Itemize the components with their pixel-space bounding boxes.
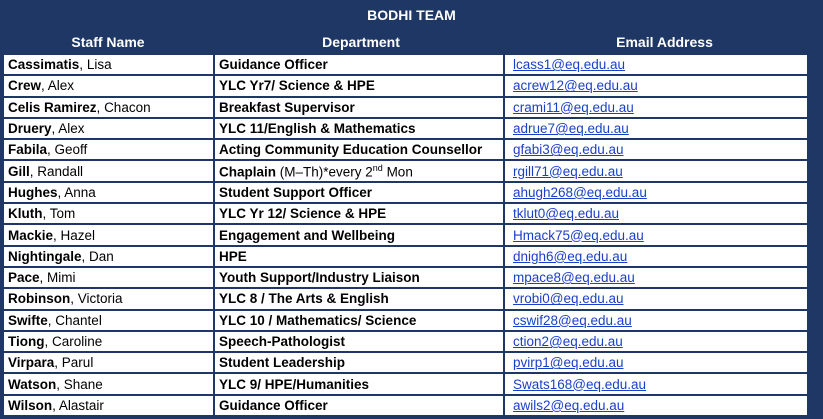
department-ordinal: nd xyxy=(372,162,383,173)
department-cell xyxy=(214,331,504,352)
staff-first-name: Shane xyxy=(63,376,103,392)
department-label: YLC 8 / The Arts & English xyxy=(219,291,389,307)
department-cell xyxy=(214,224,504,245)
name-separator: , xyxy=(96,99,105,115)
department-cell xyxy=(214,310,504,331)
department-cell xyxy=(214,182,504,203)
staff-last-name: Tiong xyxy=(8,334,45,349)
column-headers xyxy=(0,30,823,54)
staff-name-cell xyxy=(3,160,214,181)
name-separator: , xyxy=(57,184,65,200)
staff-last-name: Cassimatis xyxy=(8,57,80,73)
staff-first-name: Mimi xyxy=(47,270,76,286)
email-link[interactable]: ction2@eq.edu.au xyxy=(513,334,623,349)
staff-table xyxy=(3,54,808,416)
staff-last-name: Watson xyxy=(8,376,57,392)
table-row xyxy=(3,139,808,160)
department-cell xyxy=(214,373,504,394)
table-row xyxy=(3,310,808,331)
table-row xyxy=(3,203,808,224)
department-label: YLC Yr7/ Science & HPE xyxy=(219,78,375,94)
email-cell xyxy=(504,267,808,288)
name-separator: , xyxy=(47,142,55,158)
staff-name-cell xyxy=(3,395,214,416)
staff-first-name: Alastair xyxy=(58,397,104,413)
email-link[interactable]: cswif28@eq.edu.au xyxy=(513,312,632,328)
department-label: Guidance Officer xyxy=(219,397,328,413)
name-separator: , xyxy=(29,163,38,179)
email-cell xyxy=(504,395,808,416)
staff-last-name: Hughes xyxy=(8,184,58,200)
department-cell xyxy=(214,352,504,373)
department-label: Chaplain xyxy=(219,164,277,180)
department-label: Acting Community Education Counsellor xyxy=(219,142,483,158)
staff-name-cell xyxy=(3,118,214,139)
staff-first-name: Anna xyxy=(64,184,96,200)
email-cell xyxy=(504,373,808,394)
table-row xyxy=(3,97,808,118)
name-separator: , xyxy=(79,57,87,73)
department-label: Student Leadership xyxy=(219,355,346,371)
table-row xyxy=(3,160,808,181)
email-cell xyxy=(504,224,808,245)
table-row xyxy=(3,331,808,352)
email-cell xyxy=(504,139,808,160)
email-link[interactable]: Swats168@eq.edu.au xyxy=(513,376,647,392)
table-row xyxy=(3,288,808,309)
staff-last-name: Nightingale xyxy=(8,248,82,264)
email-link[interactable]: lcass1@eq.edu.au xyxy=(513,57,626,73)
department-label: YLC 11/English & Mathematics xyxy=(219,121,416,137)
department-cell xyxy=(214,139,504,160)
email-link[interactable]: mpace8@eq.edu.au xyxy=(513,270,635,286)
name-separator: , xyxy=(56,376,64,392)
department-label: YLC Yr 12/ Science & HPE xyxy=(219,206,387,222)
staff-name-cell xyxy=(3,246,214,267)
department-label: YLC 10 / Mathematics/ Science xyxy=(219,312,417,328)
table-row xyxy=(3,54,808,75)
email-cell xyxy=(504,331,808,352)
department-cell xyxy=(214,54,504,75)
table-row xyxy=(3,246,808,267)
staff-last-name: Fabila xyxy=(8,142,48,158)
staff-last-name: Gill xyxy=(8,163,30,179)
email-cell xyxy=(504,160,808,181)
email-link[interactable]: dnigh6@eq.edu.au xyxy=(513,248,628,264)
department-cell xyxy=(214,246,504,267)
staff-last-name: Wilson xyxy=(8,397,53,413)
email-link[interactable]: pvirp1@eq.edu.au xyxy=(513,355,624,371)
email-link[interactable]: tklut0@eq.edu.au xyxy=(513,206,620,222)
email-cell xyxy=(504,203,808,224)
name-separator: , xyxy=(44,334,53,349)
staff-first-name: Chantel xyxy=(55,312,102,328)
staff-name-cell xyxy=(3,352,214,373)
staff-first-name: Randall xyxy=(37,163,84,179)
department-label: Student Support Officer xyxy=(219,184,372,200)
staff-first-name: Tom xyxy=(49,206,76,222)
department-label: Engagement and Wellbeing xyxy=(219,227,396,243)
department-cell xyxy=(214,395,504,416)
staff-name-cell xyxy=(3,310,214,331)
staff-last-name: Mackie xyxy=(8,227,54,243)
header-department: Department xyxy=(322,34,400,50)
email-cell xyxy=(504,118,808,139)
staff-last-name: Kluth xyxy=(8,206,43,222)
email-link[interactable]: adrue7@eq.edu.au xyxy=(513,121,629,137)
name-separator: , xyxy=(52,397,59,413)
email-cell xyxy=(504,182,808,203)
department-label: Speech-Pathologist xyxy=(219,334,346,349)
email-link[interactable]: Hmack75@eq.edu.au xyxy=(513,227,644,243)
email-link[interactable]: gfabi3@eq.edu.au xyxy=(513,142,624,158)
staff-name-cell xyxy=(3,75,214,96)
staff-first-name: Geoff xyxy=(54,142,88,158)
email-link[interactable]: crami11@eq.edu.au xyxy=(513,99,634,115)
staff-last-name: Crew xyxy=(8,78,42,94)
staff-first-name: Caroline xyxy=(52,334,103,349)
staff-last-name: Druery xyxy=(8,121,52,137)
email-cell xyxy=(504,97,808,118)
staff-name-cell xyxy=(3,331,214,352)
staff-last-name: Robinson xyxy=(8,291,71,307)
staff-name-cell xyxy=(3,139,214,160)
name-separator: , xyxy=(81,248,90,264)
staff-last-name: Swifte xyxy=(8,312,48,328)
staff-last-name: Celis Ramirez xyxy=(8,99,97,115)
staff-first-name: Dan xyxy=(89,248,114,264)
name-separator: , xyxy=(53,227,61,243)
staff-name-cell xyxy=(3,224,214,245)
email-cell xyxy=(504,246,808,267)
staff-first-name: Lisa xyxy=(86,57,112,73)
department-label: HPE xyxy=(219,248,247,264)
staff-last-name: Pace xyxy=(8,270,40,286)
table-row xyxy=(3,352,808,373)
name-separator: , xyxy=(54,355,62,371)
name-separator: , xyxy=(42,206,50,222)
name-separator: , xyxy=(41,78,48,94)
header-staff-name: Staff Name xyxy=(71,34,145,50)
staff-name-cell xyxy=(3,182,214,203)
department-cell xyxy=(214,288,504,309)
staff-last-name: Virpara xyxy=(8,355,55,371)
table-title: BODHI TEAM xyxy=(367,7,456,23)
table-row xyxy=(3,182,808,203)
header-email-address: Email Address xyxy=(616,34,713,50)
department-cell xyxy=(214,75,504,96)
staff-name-cell xyxy=(3,267,214,288)
table-row xyxy=(3,267,808,288)
email-cell xyxy=(504,75,808,96)
staff-first-name: Parul xyxy=(61,355,94,371)
staff-name-cell xyxy=(3,203,214,224)
staff-name-cell xyxy=(3,373,214,394)
name-separator: , xyxy=(70,291,78,307)
table-row xyxy=(3,118,808,139)
staff-first-name: Hazel xyxy=(60,227,96,243)
email-cell xyxy=(504,352,808,373)
department-note: (M–Th)*every 2 xyxy=(276,164,373,180)
staff-first-name: Victoria xyxy=(77,291,123,307)
department-cell xyxy=(214,118,504,139)
table-row xyxy=(3,395,808,416)
department-label: Breakfast Supervisor xyxy=(219,99,355,115)
table-row xyxy=(3,75,808,96)
name-separator: , xyxy=(47,312,56,328)
email-cell xyxy=(504,54,808,75)
name-separator: , xyxy=(39,270,48,286)
staff-first-name: Alex xyxy=(58,121,85,137)
department-cell xyxy=(214,160,504,181)
staff-name-cell xyxy=(3,97,214,118)
department-cell xyxy=(214,267,504,288)
email-link[interactable]: rgill71@eq.edu.au xyxy=(513,163,623,179)
email-link[interactable]: ahugh268@eq.edu.au xyxy=(513,184,647,200)
email-link[interactable]: awils2@eq.edu.au xyxy=(513,397,625,413)
department-cell xyxy=(214,203,504,224)
email-link[interactable]: acrew12@eq.edu.au xyxy=(513,78,638,94)
email-cell xyxy=(504,310,808,331)
email-cell xyxy=(504,288,808,309)
email-link[interactable]: vrobi0@eq.edu.au xyxy=(513,291,624,307)
staff-first-name: Alex xyxy=(47,78,75,94)
department-label: Youth Support/Industry Liaison xyxy=(219,270,420,286)
staff-name-cell xyxy=(3,288,214,309)
staff-name-cell xyxy=(3,54,214,75)
staff-first-name: Chacon xyxy=(104,99,151,115)
table-row xyxy=(3,224,808,245)
department-note-tail: Mon xyxy=(382,164,413,180)
table-row xyxy=(3,373,808,394)
department-label: YLC 9/ HPE/Humanities xyxy=(219,376,370,392)
department-label: Guidance Officer xyxy=(219,57,328,73)
name-separator: , xyxy=(51,121,59,137)
department-cell xyxy=(214,97,504,118)
